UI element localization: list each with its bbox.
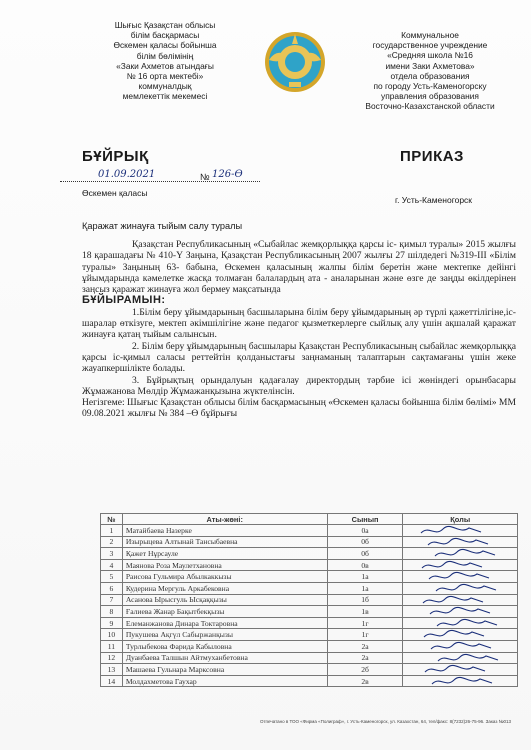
row-class: 1а: [327, 582, 403, 594]
row-class: 2в: [327, 675, 403, 687]
order-item-2: 2. Білім беру ұйымдарының басшылары Қазақстан Республикасының сыбайлас жемқорлыққа қарсы іс-қимыл саласы реттейтін қолданыстағы заңнаманың талаптарын сақтамағаны үшін жеке жауапкершілікте болады.: [82, 340, 516, 375]
col-name-header: Аты-жөні:: [122, 514, 327, 525]
table-row: [101, 606, 518, 618]
table-row: [101, 675, 518, 687]
header-kz-line: мемлекеттік мекемесі: [122, 91, 208, 102]
row-class: 0в: [327, 559, 403, 571]
header-ru-line: по городу Усть-Каменогорску: [373, 81, 487, 92]
col-number-header: №: [101, 514, 123, 525]
row-number: 11: [101, 640, 123, 652]
signature-icon: [403, 571, 507, 582]
row-signature: [403, 594, 518, 606]
signature-icon: [403, 618, 507, 629]
table-header-row: [101, 514, 518, 525]
row-number: 13: [101, 664, 123, 676]
row-name: Дуанбаева Талшын Айтмуханбетовна: [122, 652, 327, 664]
row-number: 7: [101, 594, 123, 606]
header-kz-line: білім бөлімінің: [136, 50, 194, 61]
table-row: [101, 559, 518, 571]
acknowledgement-table: [100, 513, 518, 687]
row-number: 5: [101, 571, 123, 583]
row-name: Кудерина Мергуль Аркабековна: [122, 582, 327, 594]
header-ru-line: Коммунальное: [401, 30, 459, 40]
row-signature: [403, 571, 518, 583]
row-signature: [403, 525, 518, 537]
row-name: Маянова Роза Маулетхановна: [122, 559, 327, 571]
row-class: 1г: [327, 629, 403, 641]
row-number: 12: [101, 652, 123, 664]
signature-icon: [403, 583, 507, 594]
city-kz: Өскемен қаласы: [82, 188, 148, 198]
row-name: Асанова Ырысгуль Ысқаққызы: [122, 594, 327, 606]
row-signature: [403, 617, 518, 629]
table-row: [101, 582, 518, 594]
row-name: Раисова Гульмира Абылкаккызы: [122, 571, 327, 583]
row-number: 3: [101, 548, 123, 560]
row-name: Пукушева Ақгүл Сабыржанқызы: [122, 629, 327, 641]
table-row: [101, 617, 518, 629]
row-name: Елеманжанова Динара Токтаровна: [122, 617, 327, 629]
table-row: [101, 664, 518, 676]
order-item-1: 1.Білім беру ұйымдарының басшыларына білім беру ұйымдарының әр түрлі қажеттілігіне,іс-шаралар өткізуге, мектеп әкімшілігіне және педагог қызметкерлерге сыйлық алу үшін ақшалай қаражат жинауға қатаң тыйым салынсын.: [82, 306, 516, 341]
order-subject: Қаражат жинауға тыйым салу туралы: [82, 221, 243, 231]
row-name: Молдахметова Гаухар: [122, 675, 327, 687]
row-signature: [403, 548, 518, 560]
header-ru-line: «Средняя школа №16: [387, 50, 473, 61]
header-ru-line: Восточно-Казахстанской области: [365, 101, 495, 112]
table-row: [101, 571, 518, 583]
table-row: [101, 652, 518, 664]
table-row: [101, 536, 518, 548]
signature-icon: [403, 548, 507, 559]
signature-icon: [403, 525, 507, 536]
header-kz-line: «Заки Ахметов атындағы: [116, 60, 214, 71]
row-number: 8: [101, 606, 123, 618]
row-class: 1б: [327, 594, 403, 606]
signature-icon: [403, 664, 507, 675]
order-item-3: 3. Бұйрықтың орындалуын қадағалау директордың тәрбие ісі жөніндегі орынбасары Жұмажанова Мөлдір Жұмажанқызына жүктелінсін.: [82, 374, 516, 397]
header-ru-line: имени Заки Ахметова»: [385, 60, 475, 71]
row-class: 1а: [327, 571, 403, 583]
table-row: [101, 629, 518, 641]
order-number: 126-Ө: [212, 169, 243, 180]
header-ru-line: отдела образования: [390, 70, 470, 81]
row-signature: [403, 559, 518, 571]
printer-footer: Отпечатано в ТОО «Фирма «Полиграф», г. Усть-Каменогорск, ул. Казахстан, 64, тел/факс: 8(7232)26-75-96. Заказ №013: [260, 719, 511, 724]
row-number: 9: [101, 617, 123, 629]
number-label: №: [200, 172, 210, 182]
header-kz-line: білім басқармасы: [130, 30, 200, 41]
signature-icon: [403, 606, 507, 617]
row-name: Қажет Нұрсауле: [122, 548, 327, 560]
row-name: Турлыбекова Фарида Кабыловна: [122, 640, 327, 652]
col-sign-header: Қолы: [403, 514, 518, 525]
signature-icon: [403, 676, 507, 687]
header-kz-line: Шығыс Қазақстан облысы: [114, 20, 216, 30]
row-signature: [403, 652, 518, 664]
signature-icon: [403, 595, 507, 606]
order-title-ru: ПРИКАЗ: [400, 148, 464, 165]
row-name: Ғалиева Жанар Бақытбекқызы: [122, 606, 327, 618]
table-row: [101, 548, 518, 560]
row-number: 6: [101, 582, 123, 594]
row-number: 1: [101, 525, 123, 537]
header-kz: [70, 20, 260, 102]
row-name: Изырыцева Алтынай Тансыбаевна: [122, 536, 327, 548]
signature-icon: [403, 641, 507, 652]
row-class: 0б: [327, 536, 403, 548]
row-class: 1в: [327, 606, 403, 618]
header-ru-line: управления образования: [381, 91, 479, 102]
signature-icon: [403, 653, 507, 664]
order-title-kz: БҰЙРЫҚ: [82, 148, 149, 165]
row-number: 10: [101, 629, 123, 641]
header-ru-line: государственное учреждение: [372, 40, 488, 51]
signature-icon: [403, 629, 507, 640]
row-signature: [403, 640, 518, 652]
state-emblem-icon: [263, 30, 327, 94]
row-number: 14: [101, 675, 123, 687]
row-signature: [403, 664, 518, 676]
row-class: 2а: [327, 652, 403, 664]
row-class: 0а: [327, 525, 403, 537]
row-signature: [403, 675, 518, 687]
table-row: [101, 594, 518, 606]
row-signature: [403, 536, 518, 548]
order-date: 01.09.2021: [98, 169, 156, 180]
row-signature: [403, 606, 518, 618]
table-row: [101, 525, 518, 537]
header-kz-line: Өскемен қаласы бойынша: [113, 40, 217, 51]
table-body: [101, 525, 518, 687]
row-class: 2б: [327, 664, 403, 676]
order-word: БҰЙЫРАМЫН:: [82, 294, 166, 307]
row-number: 4: [101, 559, 123, 571]
table-row: [101, 640, 518, 652]
header-kz-line: № 16 орта мектебі»: [126, 71, 204, 82]
row-class: 0б: [327, 548, 403, 560]
row-class: 2а: [327, 640, 403, 652]
row-class: 1г: [327, 617, 403, 629]
row-signature: [403, 629, 518, 641]
header-kz-line: коммуналдық: [138, 81, 192, 92]
row-name: Машаева Гульнара Марксовна: [122, 664, 327, 676]
city-ru: г. Усть-Каменогорск: [395, 195, 473, 205]
header-ru: [330, 30, 530, 112]
order-body: [82, 239, 516, 420]
signature-icon: [403, 560, 507, 571]
col-class-header: Сынып: [327, 514, 403, 525]
row-signature: [403, 582, 518, 594]
preamble-paragraph: Қазақстан Республикасының «Сыбайлас жемқорлыққа қарсы іс- қимыл туралы» 2015 жылғы 18 қарашадағы № 410-Ү Заңына, Қазақстан Республикасының 2007 жылғы 27 шілдедегі №319-III «Білім туралы» Заңының 63- бабына, Өскемен қаласының жалпы білім беретін және мектепке дейінгі ұйымдарында кәмелетке жасқа толмаған балалардың ата - аналарынан және өзге де заңды өкілдерінен заңсыз қаражат жинауға жол бермеу мақсатында: [82, 239, 516, 296]
basis-paragraph: Негізгеме: Шығыс Қазақстан облысы білім басқармасының «Өскемен қаласы бойынша білім бөлімі» ММ 09.08.2021 жылғы № 384 –Ө бұйрығы: [82, 397, 516, 420]
row-name: Матайбаева Назерке: [122, 525, 327, 537]
signature-icon: [403, 537, 507, 548]
row-number: 2: [101, 536, 123, 548]
